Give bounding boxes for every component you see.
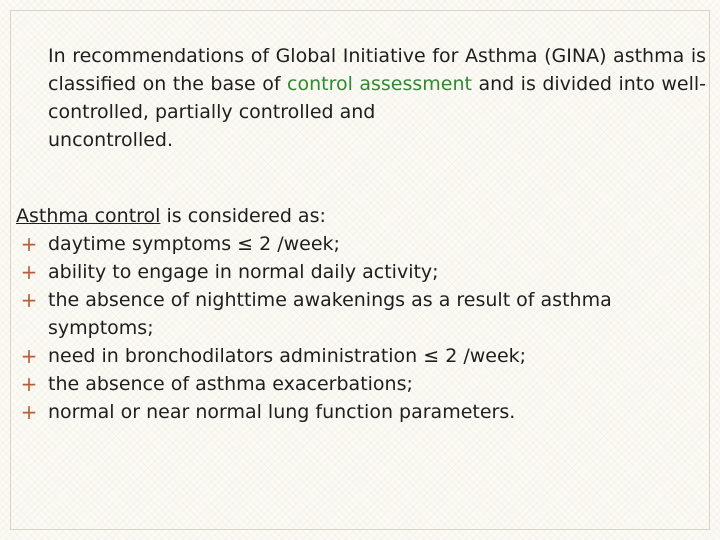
list-item-text: the absence of nighttime awakenings as a result of asthma symptoms;: [48, 289, 612, 339]
list-item: [16, 258, 716, 286]
list-item-text: the absence of asthma exacerbations;: [48, 373, 413, 395]
criteria-list: [16, 230, 716, 426]
asthma-control-term: Asthma control: [16, 205, 161, 227]
asthma-control-heading: [16, 202, 716, 230]
intro-text-1: In recommendations of Global Initiative for Asthma (GINA) asthma is classified on the base of: [48, 45, 706, 95]
control-assessment-term: control assessment: [287, 73, 472, 95]
list-item: [16, 286, 716, 342]
list-item: [16, 342, 716, 370]
list-item-text: daytime symptoms ≤ 2 /week;: [48, 233, 340, 255]
plus-bullet-icon: +: [20, 344, 38, 368]
list-item: [16, 230, 716, 258]
plus-bullet-icon: +: [20, 400, 38, 424]
asthma-control-heading-rest: is considered as:: [160, 205, 326, 227]
plus-bullet-icon: +: [20, 372, 38, 396]
plus-bullet-icon: +: [20, 288, 38, 312]
list-item-text: normal or near normal lung function parameters.: [48, 401, 516, 423]
intro-text-2: and is divided into well-controlled, partially controlled and: [48, 73, 706, 123]
list-item-text: need in bronchodilators administration ≤ 2 /week;: [48, 345, 527, 367]
plus-bullet-icon: +: [20, 232, 38, 256]
list-item: [16, 398, 716, 426]
intro-paragraph: [48, 42, 706, 154]
asthma-control-section: [16, 202, 716, 426]
intro-text-3: uncontrolled.: [48, 129, 174, 151]
list-item-text: ability to engage in normal daily activity;: [48, 261, 439, 283]
plus-bullet-icon: +: [20, 260, 38, 284]
list-item: [16, 370, 716, 398]
